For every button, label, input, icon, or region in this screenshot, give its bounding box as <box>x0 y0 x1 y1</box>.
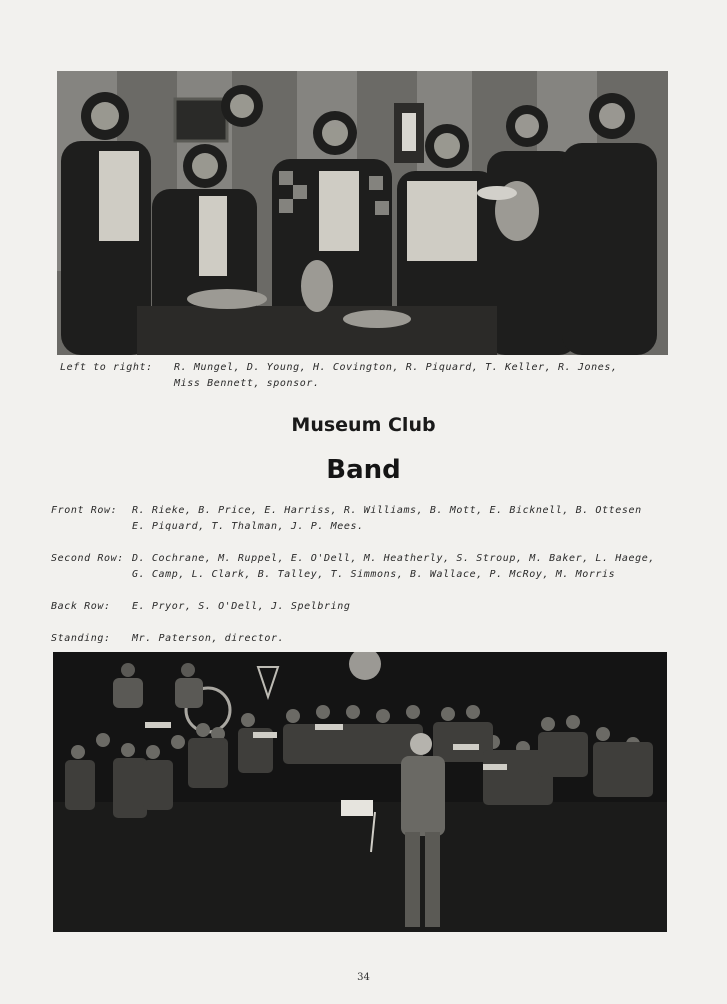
band-photo-art <box>53 652 667 932</box>
back-row-line-1: E. Pryor, S. O'Dell, J. Spelbring <box>132 601 351 612</box>
museum-club-title: Museum Club <box>291 414 436 436</box>
back-row-label: Back Row: <box>51 601 111 612</box>
second-row-label: Second Row: <box>51 553 124 564</box>
band-title: Band <box>326 455 401 485</box>
standing-line-1: Mr. Paterson, director. <box>132 633 285 644</box>
front-row-line-2: E. Piquard, T. Thalman, J. P. Mees. <box>132 521 364 532</box>
page-number: 34 <box>357 972 370 983</box>
caption-line-1: R. Mungel, D. Young, H. Covington, R. Piquard, T. Keller, R. Jones, <box>174 362 618 373</box>
caption-line-2: Miss Bennett, sponsor. <box>174 378 320 389</box>
museum-club-photo-art <box>57 71 668 355</box>
standing-label: Standing: <box>51 633 111 644</box>
front-row-line-1: R. Rieke, B. Price, E. Harriss, R. Williams, B. Mott, E. Bicknell, B. Ottesen <box>132 505 642 516</box>
second-row-line-1: D. Cochrane, M. Ruppel, E. O'Dell, M. Heatherly, S. Stroup, M. Baker, L. Haege, <box>132 553 656 564</box>
second-row-line-2: G. Camp, L. Clark, B. Talley, T. Simmons, B. Wallace, P. McRoy, M. Morris <box>132 569 616 580</box>
band-photo <box>53 652 667 932</box>
front-row-label: Front Row: <box>51 505 118 516</box>
museum-club-photo <box>57 71 668 355</box>
caption-label: Left to right: <box>60 362 153 373</box>
